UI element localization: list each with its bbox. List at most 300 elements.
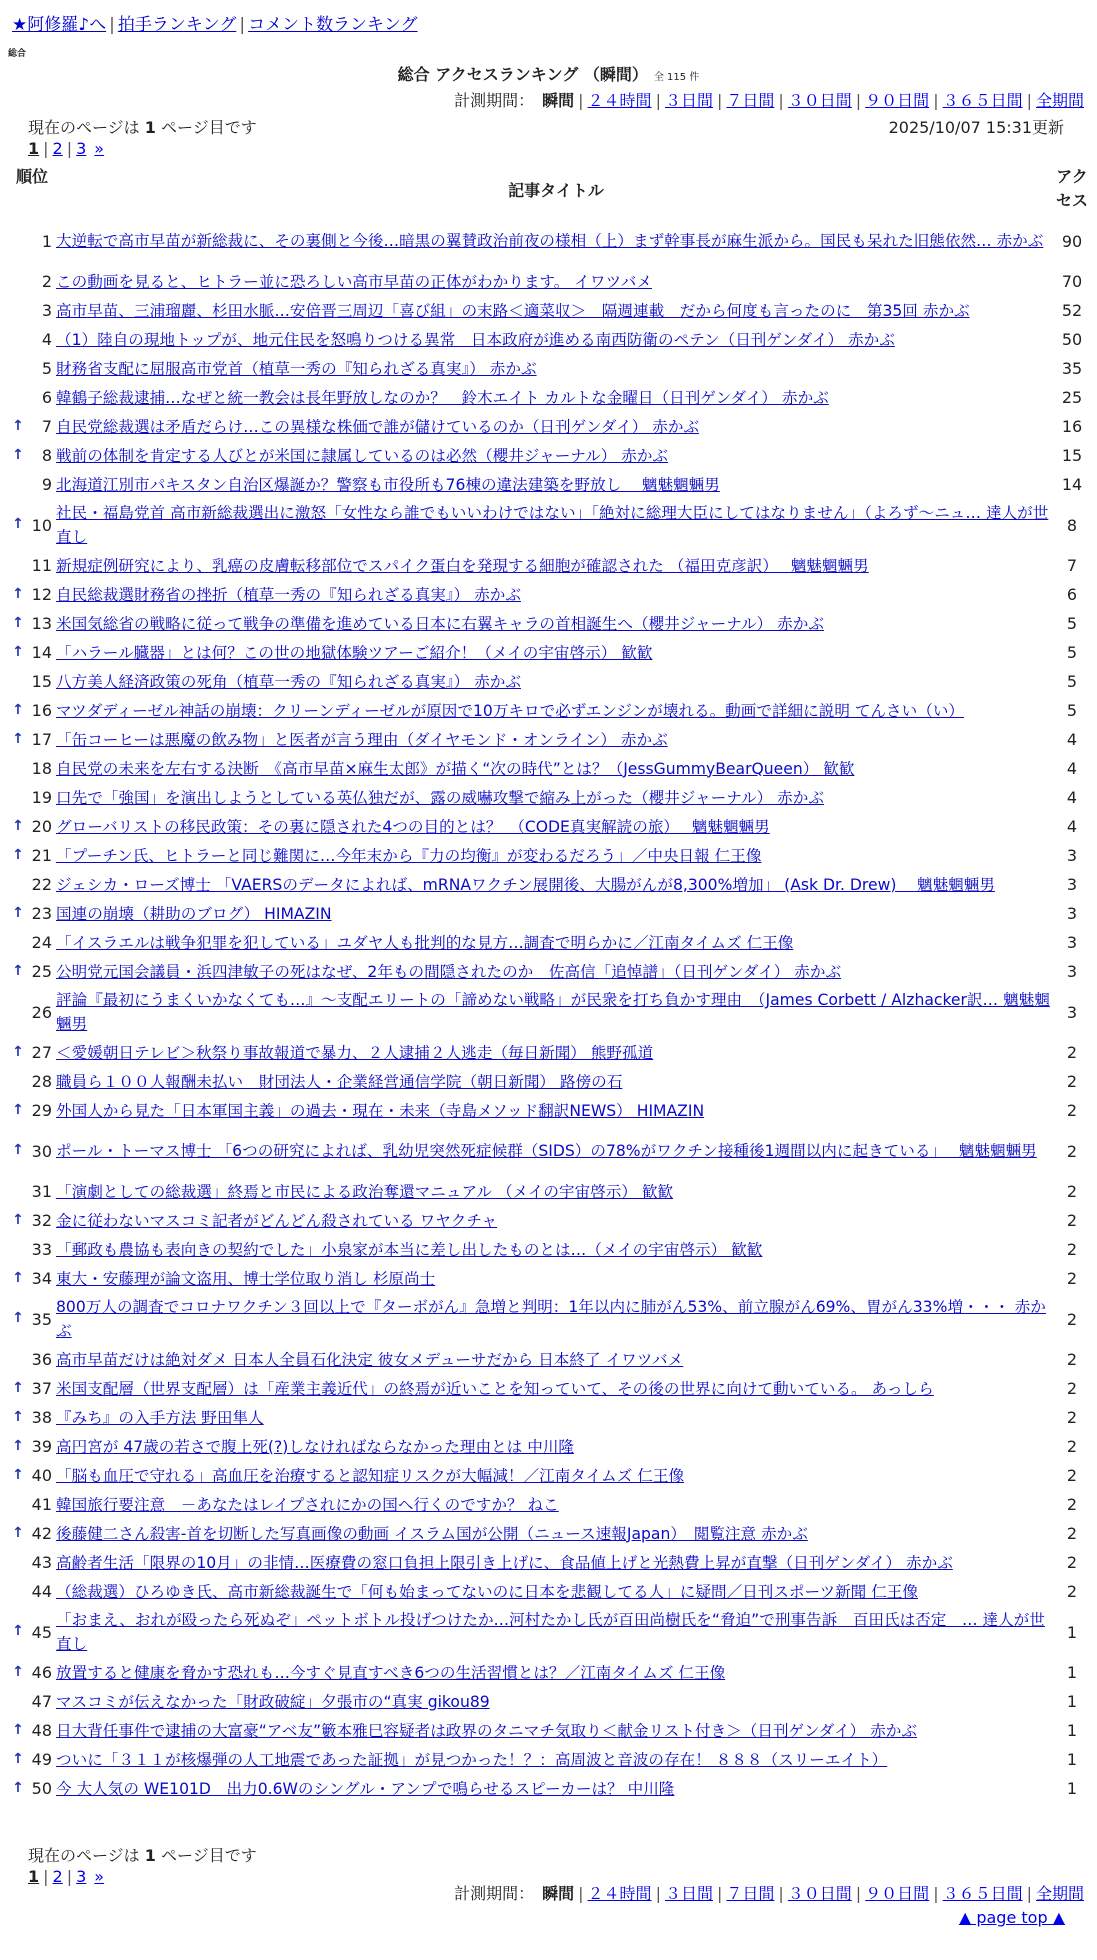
article-title-cell <box>56 501 1050 549</box>
table-row <box>0 1687 1097 1716</box>
rank-number: 28 <box>31 1072 52 1091</box>
article-title-link[interactable]: 日大背任事件で逮捕の大富豪“アベ友”籔本雅巳容疑者は政界のタニマチ気取り＜献金リスト付き＞（日刊ゲンダイ） 赤かぶ <box>56 1721 917 1740</box>
rank-up-arrow-icon: ↑ <box>12 1142 24 1158</box>
article-title-cell <box>56 757 1050 781</box>
rank-up-arrow-icon: ↑ <box>12 1043 24 1060</box>
access-count: 7 <box>1066 556 1078 575</box>
applause-ranking-link[interactable]: 拍手ランキング <box>117 15 237 35</box>
article-title-link[interactable]: マツダディーゼル神話の崩壊：クリーンディーゼルが原因で10万キロで必ずエンジンが壊れる。動画で詳細に説明 てんさい（い） <box>56 701 965 720</box>
article-title-cell <box>56 1493 1050 1517</box>
article-title-link[interactable]: 「おまえ、おれが殴ったら死ぬぞ」ペットボトル投げつけたか…河村たかし氏が百田尚樹氏を“脅迫”で刑事告訴 百田氏は否定 … 達人が世直し <box>56 1611 1045 1653</box>
access-count: 2 <box>1066 1495 1078 1514</box>
article-title-cell <box>56 1180 1050 1204</box>
rank-number: 36 <box>31 1350 52 1369</box>
article-title-link[interactable]: 自民党総裁選は矛盾だらけ…この異様な株価で誰が儲けているのか（日刊ゲンダイ） 赤かぶ <box>56 417 700 436</box>
article-title-cell <box>56 386 1050 410</box>
rank-up-arrow-icon: ↑ <box>12 1779 24 1796</box>
pager-page-2[interactable]: 2 <box>52 139 63 158</box>
access-count: 2 <box>1066 1240 1078 1259</box>
rank-number: 16 <box>31 701 52 720</box>
period-link-all[interactable]: 全期間 <box>1035 1884 1084 1903</box>
rank-number: 14 <box>31 643 52 662</box>
access-count: 15 <box>1061 446 1083 465</box>
pager-page-3[interactable]: 3 <box>76 1867 87 1886</box>
rank-number: 6 <box>41 388 52 407</box>
article-title-cell <box>56 1551 1050 1575</box>
title-column-header: 記事タイトル <box>508 181 604 200</box>
table-row <box>0 267 1097 296</box>
rank-number: 30 <box>31 1141 52 1161</box>
table-row <box>0 1177 1097 1206</box>
pager-next[interactable]: » <box>94 1867 105 1886</box>
rank-up-arrow-icon: ↑ <box>12 614 24 631</box>
period-link-3d[interactable]: ３日間 <box>664 1884 713 1903</box>
access-count: 2 <box>1066 1437 1078 1456</box>
current-page-number: 1 <box>144 1846 156 1865</box>
rank-number: 4 <box>41 330 52 349</box>
table-row <box>0 638 1097 667</box>
article-title-link[interactable]: ジェシカ・ローズ博士 「VAERSのデータによれば、mRNAワクチン展開後、大腸がんが8,300%増加」 (Ask Dr. Drew) 魑魅魍魎男 <box>56 875 995 894</box>
rank-number: 8 <box>41 446 52 465</box>
rank-up-arrow-icon: ↑ <box>12 1524 24 1541</box>
article-title-link[interactable]: 後藤健二さん殺害-首を切断した写真画像の動画 イスラム国が公開（ニュース速報Japan） 閲覧注意 赤かぶ <box>56 1524 808 1543</box>
rank-number: 50 <box>31 1779 52 1798</box>
table-row <box>0 1432 1097 1461</box>
article-title-cell <box>56 699 1050 723</box>
pager-bottom: 1 | 2 | 3 » <box>28 1867 105 1886</box>
article-title-cell <box>56 612 1050 636</box>
table-row <box>0 609 1097 638</box>
article-title-cell <box>56 1435 1050 1459</box>
article-title-link[interactable]: ポール・トーマス博士 「6つの研究によれば、乳幼児突然死症候群（SIDS）の78%がワクチン接種後1週間以内に起きている」 魑魅魍魎男 <box>56 1142 1037 1160</box>
article-title-link[interactable]: 新規症例研究により、乳癌の皮膚転移部位でスパイク蛋白を発現する細胞が確認された （福田克彦訳） 魑魅魍魎男 <box>56 556 869 575</box>
period-link-90d[interactable]: ９０日間 <box>865 91 930 110</box>
rank-up-arrow-icon: ↑ <box>12 516 24 532</box>
table-row <box>0 986 1097 1038</box>
period-label: 計測期間： <box>454 91 535 110</box>
table-row <box>0 783 1097 812</box>
access-count: 6 <box>1066 585 1078 604</box>
rank-number: 10 <box>31 515 52 535</box>
period-link-30d[interactable]: ３０日間 <box>787 91 852 110</box>
table-row <box>0 725 1097 754</box>
article-title-cell <box>56 1690 1050 1714</box>
rank-number: 44 <box>31 1582 52 1601</box>
table-row <box>0 1774 1097 1803</box>
top-nav <box>12 10 418 35</box>
rank-up-arrow-icon: ↑ <box>12 1408 24 1425</box>
rank-up-arrow-icon: ↑ <box>12 1623 24 1639</box>
article-title-link[interactable]: 北海道江別市パキスタン自治区爆誕か？警察も市役所も76棟の違法建築を野放し 魑魅魍魎男 <box>56 475 720 494</box>
rank-up-arrow-icon: ↑ <box>12 1310 24 1326</box>
access-count: 4 <box>1066 817 1078 836</box>
article-title-link[interactable]: 「ハラール臓器」とは何？この世の地獄体験ツアーご紹介！（メイの宇宙啓示） 歓歓 <box>56 643 653 662</box>
access-count: 1 <box>1066 1779 1078 1798</box>
article-title-cell <box>56 415 1050 439</box>
article-title-cell <box>56 270 1050 294</box>
rank-number: 12 <box>31 585 52 604</box>
rank-up-arrow-icon: ↑ <box>12 1379 24 1396</box>
rank-number: 11 <box>31 556 52 575</box>
period-current: 瞬間 <box>542 1884 575 1903</box>
period-link-90d[interactable]: ９０日間 <box>865 1884 930 1903</box>
access-count: 2 <box>1066 1582 1078 1601</box>
table-row <box>0 957 1097 986</box>
table-row <box>0 325 1097 354</box>
rank-number: 38 <box>31 1408 52 1427</box>
period-link-3d[interactable]: ３日間 <box>664 91 713 110</box>
access-count: 5 <box>1066 701 1078 720</box>
article-title-cell <box>56 1464 1050 1488</box>
rank-up-arrow-icon: ↑ <box>12 904 24 921</box>
rank-number: 15 <box>31 672 52 691</box>
access-count: 4 <box>1066 788 1078 807</box>
period-link-365d[interactable]: ３６５日間 <box>942 91 1023 110</box>
table-row <box>0 812 1097 841</box>
article-title-link[interactable]: 社民・福島党首 高市新総裁選出に激怒「女性なら誰でもいいわけではない」「絶対に総理大臣にしてはなりません」（よろず〜ニュ… 達人が世直し <box>56 504 1049 546</box>
access-count: 2 <box>1066 1269 1078 1288</box>
rank-number: 34 <box>31 1269 52 1288</box>
article-title-cell <box>56 1377 1050 1401</box>
article-title-link[interactable]: 800万人の調査でコロナワクチン３回以上で『ターボがん』急増と判明：1年以内に肺がん53%、前立腺がん69%、胃がん33%増・・・ 赤かぶ <box>56 1298 1046 1340</box>
table-row <box>0 1374 1097 1403</box>
article-title-cell <box>56 299 1050 323</box>
article-title-link[interactable]: 米国支配層（世界支配層）は「産業主義近代」の終焉が近いことを知っていて、その後の世界に向けて動いている。 あっしら <box>56 1379 934 1398</box>
article-title-link[interactable]: 公明党元国会議員・浜四津敏子の死はなぜ、2年もの間隠されたのか 佐高信「追悼譜」（日刊ゲンダイ） 赤かぶ <box>56 962 842 981</box>
rank-up-arrow-icon: ↑ <box>12 1721 24 1738</box>
table-row <box>0 470 1097 499</box>
access-count: 2 <box>1066 1141 1078 1161</box>
rank-number: 2 <box>41 272 52 291</box>
article-title-cell <box>56 1041 1050 1065</box>
article-title-link[interactable]: （総裁選）ひろゆき氏、高市新総裁誕生で「何も始まってないのに日本を悲観してる人」に疑問／日刊スポーツ新聞 仁王像 <box>56 1582 918 1601</box>
article-title-cell <box>56 444 1050 468</box>
access-count: 2 <box>1066 1182 1078 1201</box>
article-title-link[interactable]: 東大・安藤理が論文盗用、博士学位取り消し 杉原尚士 <box>56 1269 436 1288</box>
rank-up-arrow-icon: ↑ <box>12 817 24 834</box>
table-row <box>0 499 1097 551</box>
rank-number: 45 <box>31 1622 52 1642</box>
table-row <box>0 754 1097 783</box>
article-title-link[interactable]: 大逆転で高市早苗が新総裁に、その裏側と今後…暗黒の翼賛政治前夜の様相（上）まず幹事長が麻生派から。国民も呆れた旧態依然… 赤かぶ <box>56 232 1044 250</box>
page-info-bottom: 現在のページは 1 ページ目です <box>28 1846 257 1865</box>
article-title-link[interactable]: 米国気総省の戦略に従って戦争の準備を進めている日本に右翼キャラの首相誕生へ（櫻井ジャーナル） 赤かぶ <box>56 614 824 633</box>
article-title-link[interactable]: 「プーチン氏、ヒトラーと同じ難関に…今年末から『力の均衡』が変わるだろう」／中央日報 仁王像 <box>56 846 762 865</box>
access-count: 3 <box>1066 904 1078 923</box>
article-title-link[interactable]: 財務省支配に屈服高市党首（植草一秀の『知られざる真実』） 赤かぶ <box>56 359 537 378</box>
access-count: 2 <box>1066 1350 1078 1369</box>
table-row <box>0 1235 1097 1264</box>
access-count: 1 <box>1066 1622 1078 1642</box>
period-selector-bottom: 計測期間： 瞬間 | ２４時間 | ３日間 | ７日間 | ３０日間 | ９０日間 | ３６５日間 | 全期間 <box>454 1884 1084 1903</box>
pager-top: 1 | 2 | 3 » <box>28 139 105 158</box>
article-title-cell <box>56 1661 1050 1685</box>
current-page-number: 1 <box>144 118 156 137</box>
table-row <box>0 296 1097 325</box>
rank-number: 42 <box>31 1524 52 1543</box>
table-row <box>0 1096 1097 1125</box>
table-row <box>0 1125 1097 1177</box>
article-title-cell <box>56 670 1050 694</box>
pager-page-2[interactable]: 2 <box>52 1867 63 1886</box>
access-count: 2 <box>1066 1466 1078 1485</box>
access-count: 3 <box>1066 875 1078 894</box>
article-title-cell <box>56 931 1050 955</box>
article-title-link[interactable]: 金に従わないマスコミ記者がどんどん殺されている ワヤクチャ <box>56 1211 498 1230</box>
table-row <box>0 580 1097 609</box>
table-row <box>0 928 1097 957</box>
period-link-365d[interactable]: ３６５日間 <box>942 1884 1023 1903</box>
table-row <box>0 1490 1097 1519</box>
article-title-cell <box>56 1406 1050 1430</box>
page-info-top: 現在のページは 1 ページ目です <box>28 118 257 137</box>
rank-number: 29 <box>31 1101 52 1120</box>
article-title-link[interactable]: ついに「３１１が核爆弾の人工地震であった証拠」が見つかった！？：高周波と音波の存在！ ８８８（スリーエイト） <box>56 1750 888 1769</box>
table-row <box>0 1716 1097 1745</box>
rank-number: 23 <box>31 904 52 923</box>
period-link-7d[interactable]: ７日間 <box>726 91 775 110</box>
article-title-cell <box>56 786 1050 810</box>
article-title-link[interactable]: 自民総裁選財務省の挫折（植草一秀の『知られざる真実』） 赤かぶ <box>56 585 521 604</box>
pager-page-1[interactable]: 1 <box>28 1867 40 1886</box>
rank-number: 5 <box>41 359 52 378</box>
article-title-link[interactable]: 高市早苗、三浦瑠麗、杉田水脈…安倍晋三周辺「喜び組」の末路＜適菜収＞ 隔週連載 だから何度も言ったのに 第35回 赤かぶ <box>56 301 970 320</box>
rank-up-arrow-icon: ↑ <box>12 446 24 463</box>
access-count: 2 <box>1066 1379 1078 1398</box>
table-row <box>0 1293 1097 1345</box>
article-title-link[interactable]: 「脳も血圧で守れる」高血圧を治療すると認知症リスクが大幅減！／江南タイムズ 仁王像 <box>56 1466 685 1485</box>
rank-number: 32 <box>31 1211 52 1230</box>
rank-up-arrow-icon: ↑ <box>12 1269 24 1286</box>
article-title-link[interactable]: 高齢者生活「限界の10月」の非情…医療費の窓口負担上限引き上げに、食品値上げと光熱費上昇が直撃（日刊ゲンダイ） 赤かぶ <box>56 1553 953 1572</box>
rank-up-arrow-icon: ↑ <box>12 585 24 602</box>
nav-separator: | <box>109 15 115 35</box>
article-title-link[interactable]: この動画を見ると、ヒトラー並に恐ろしい高市早苗の正体がわかります。 イワツバメ <box>56 272 652 291</box>
access-count: 5 <box>1066 672 1078 691</box>
access-count: 1 <box>1066 1721 1078 1740</box>
article-title-link[interactable]: （1）陸自の現地トップが、地元住民を怒鳴りつける異常 日本政府が進める南西防衛のペテン（日刊ゲンダイ） 赤かぶ <box>56 330 895 349</box>
period-link-all[interactable]: 全期間 <box>1035 91 1084 110</box>
rank-number: 43 <box>31 1553 52 1572</box>
home-link[interactable]: ★阿修羅♪へ <box>12 15 107 35</box>
article-title-cell <box>56 988 1050 1036</box>
access-column-header: アクセス <box>1055 167 1088 210</box>
article-title-cell <box>56 1777 1050 1801</box>
article-title-link[interactable]: 「郵政も農協も表向きの契約でした」小泉家が本当に差し出したものとは…（メイの宇宙啓示） 歓歓 <box>56 1240 763 1259</box>
access-count: 16 <box>1061 417 1083 436</box>
article-title-link[interactable]: 評論『最初にうまくいかなくても…』～支配エリートの「諦めない戦略」が民衆を打ち負かす理由 （James Corbett / Alzhacker訳… 魑魅魍魎男 <box>56 991 1050 1033</box>
ranking-table <box>0 215 1097 1803</box>
article-title-cell <box>56 1099 1050 1123</box>
pager-page-3[interactable]: 3 <box>76 139 87 158</box>
rank-number: 21 <box>31 846 52 865</box>
access-count: 2 <box>1066 1553 1078 1572</box>
table-row <box>0 1038 1097 1067</box>
rank-number: 7 <box>41 417 52 436</box>
rank-up-arrow-icon: ↑ <box>12 417 24 434</box>
rank-number: 48 <box>31 1721 52 1740</box>
page-top-link[interactable]: ▲ page top ▲ <box>958 1908 1065 1927</box>
article-title-cell <box>56 1348 1050 1372</box>
access-count: 35 <box>1061 359 1083 378</box>
table-row <box>0 551 1097 580</box>
nav-separator: | <box>239 15 246 35</box>
rank-up-arrow-icon: ↑ <box>12 730 24 747</box>
access-count: 2 <box>1066 1524 1078 1543</box>
table-row <box>0 441 1097 470</box>
access-count: 1 <box>1066 1750 1078 1769</box>
period-link-24h[interactable]: ２４時間 <box>587 1884 652 1903</box>
rank-number: 3 <box>41 301 52 320</box>
article-title-cell <box>56 902 1050 926</box>
table-row <box>0 1403 1097 1432</box>
article-title-link[interactable]: 『みち』の入手方法 野田隼人 <box>56 1408 264 1427</box>
access-count: 3 <box>1066 962 1078 981</box>
article-title-link[interactable]: 自民党の未来を左右する決断 《高市早苗×麻生太郎》が描く“次の時代”とは？（JessGummyBearQueen） 歓歓 <box>56 759 855 778</box>
article-title-cell <box>56 1719 1050 1743</box>
rank-number: 20 <box>31 817 52 836</box>
article-title-cell <box>56 873 1050 897</box>
table-row <box>0 1745 1097 1774</box>
article-title-cell <box>56 1522 1050 1546</box>
article-title-link[interactable]: 高円宮が 47歳の若さで腹上死(?)しなければならなかった理由とは 中川隆 <box>56 1437 575 1456</box>
article-title-cell <box>56 328 1050 352</box>
article-title-link[interactable]: 国連の崩壊（耕助のブログ） HIMAZIN <box>56 904 332 923</box>
table-row <box>0 215 1097 267</box>
rank-number: 18 <box>31 759 52 778</box>
rank-number: 33 <box>31 1240 52 1259</box>
table-row <box>0 667 1097 696</box>
article-title-cell <box>56 641 1050 665</box>
period-link-24h[interactable]: ２４時間 <box>587 91 652 110</box>
article-title-cell <box>56 1070 1050 1094</box>
period-selector-top: 計測期間： 瞬間 | ２４時間 | ３日間 | ７日間 | ３０日間 | ９０日間 | ３６５日間 | 全期間 <box>454 91 1084 110</box>
article-title-cell <box>56 1748 1050 1772</box>
rank-number: 24 <box>31 933 52 952</box>
table-row <box>0 1461 1097 1490</box>
access-count: 4 <box>1066 730 1078 749</box>
article-title-cell <box>56 1295 1050 1343</box>
article-title-link[interactable]: グローバリストの移民政策：その裏に隠された4つの目的とは？ （CODE真実解読の旅） 魑魅魍魎男 <box>56 817 770 836</box>
period-link-7d[interactable]: ７日間 <box>726 1884 775 1903</box>
table-row <box>0 696 1097 725</box>
article-title-cell <box>56 1580 1050 1604</box>
ranking-heading <box>0 62 1097 85</box>
table-row <box>0 870 1097 899</box>
rank-up-arrow-icon: ↑ <box>12 1101 24 1118</box>
rank-column-header: 順位 <box>15 167 48 186</box>
ranking-title: 総合 アクセスランキング （瞬間） <box>397 65 648 84</box>
access-count: 3 <box>1066 846 1078 865</box>
article-title-cell <box>56 728 1050 752</box>
pager-page-1[interactable]: 1 <box>28 139 40 158</box>
period-label: 計測期間： <box>454 1884 535 1903</box>
rank-up-arrow-icon: ↑ <box>12 1211 24 1228</box>
article-title-link[interactable]: 戦前の体制を肯定する人びとが米国に隷属しているのは必然（櫻井ジャーナル） 赤かぶ <box>56 446 669 465</box>
access-count: 90 <box>1061 231 1083 251</box>
total-count: 全 115 件 <box>653 72 700 83</box>
article-title-cell <box>56 1238 1050 1262</box>
article-title-link[interactable]: 八方美人経済政策の死角（植草一秀の『知られざる真実』） 赤かぶ <box>56 672 521 691</box>
article-title-cell <box>56 554 1050 578</box>
article-title-link[interactable]: 今 大人気の WE101D 出力0.6Wのシングル・アンプで鳴らせるスピーカーは？ 中川隆 <box>56 1779 675 1798</box>
period-current: 瞬間 <box>542 91 575 110</box>
article-title-link[interactable]: マスコミが伝えなかった「財政破綻」夕張市の“真実 gikou89 <box>56 1692 490 1711</box>
rank-number: 19 <box>31 788 52 807</box>
table-row <box>0 412 1097 441</box>
table-row <box>0 1519 1097 1548</box>
article-title-cell <box>56 1209 1050 1233</box>
article-title-cell <box>56 473 1050 497</box>
table-row <box>0 1658 1097 1687</box>
table-row <box>0 383 1097 412</box>
table-row <box>0 1264 1097 1293</box>
article-title-cell <box>56 844 1050 868</box>
access-count: 70 <box>1061 272 1083 291</box>
rank-number: 22 <box>31 875 52 894</box>
period-link-30d[interactable]: ３０日間 <box>787 1884 852 1903</box>
rank-number: 26 <box>31 1002 52 1022</box>
access-count: 2 <box>1066 1072 1078 1091</box>
article-title-link[interactable]: 外国人から見た「日本軍国主義」の過去・現在・未来（寺島メソッド翻訳NEWS） HIMAZIN <box>56 1101 705 1120</box>
table-row <box>0 1577 1097 1606</box>
access-count: 14 <box>1061 475 1083 494</box>
article-title-link[interactable]: 職員ら１００人報酬未払い 財団法人・企業経営通信学院（朝日新聞） 路傍の石 <box>56 1072 623 1091</box>
rank-number: 9 <box>41 475 52 494</box>
access-count: 8 <box>1066 515 1078 535</box>
table-row <box>0 354 1097 383</box>
table-row <box>0 1067 1097 1096</box>
rank-number: 39 <box>31 1437 52 1456</box>
article-title-link[interactable]: 「缶コーヒーは悪魔の飲み物」と医者が言う理由（ダイヤモンド・オンライン） 赤かぶ <box>56 730 668 749</box>
rank-up-arrow-icon: ↑ <box>12 1750 24 1767</box>
access-count: 1 <box>1066 1663 1078 1682</box>
access-count: 50 <box>1061 330 1083 349</box>
article-title-cell <box>56 229 1050 253</box>
article-title-link[interactable]: 韓国旅行要注意 －あなたはレイプされにかの国へ行くのですか？ ねこ <box>56 1495 559 1514</box>
rank-up-arrow-icon: ↑ <box>12 1466 24 1483</box>
rank-up-arrow-icon: ↑ <box>12 1663 24 1680</box>
access-count: 3 <box>1066 933 1078 952</box>
updated-timestamp: 2025/10/07 15:31更新 <box>888 118 1064 137</box>
rank-number: 13 <box>31 614 52 633</box>
article-title-link[interactable]: ＜愛媛朝日テレビ＞秋祭り事故報道で暴力、２人逮捕２人逃走（毎日新聞） 熊野孤道 <box>56 1043 654 1062</box>
article-title-link[interactable]: 「イスラエルは戦争犯罪を犯している」ユダヤ人も批判的な見方…調査で明らかに／江南タイムズ 仁王像 <box>56 933 794 952</box>
article-title-link[interactable]: 韓鶴子総裁逮捕…なぜと統一教会は長年野放しなのか？ 鈴木エイト カルトな金曜日（日刊ゲンダイ） 赤かぶ <box>56 388 829 407</box>
rank-up-arrow-icon: ↑ <box>12 962 24 979</box>
table-row <box>0 1345 1097 1374</box>
access-count: 52 <box>1061 301 1083 320</box>
comment-ranking-link[interactable]: コメント数ランキング <box>248 15 418 35</box>
article-title-link[interactable]: 口先で「強国」を演出しようとしている英仏独だが、露の威嚇攻撃で縮み上がった（櫻井ジャーナル） 赤かぶ <box>56 788 824 807</box>
category-label: 総合 <box>8 49 27 59</box>
rank-up-arrow-icon: ↑ <box>12 1437 24 1454</box>
table-row <box>0 899 1097 928</box>
article-title-link[interactable]: 高市早苗だけは絶対ダメ 日本人全員石化決定 彼女メデューサだから 日本終了 イワツバメ <box>56 1350 684 1369</box>
rank-number: 35 <box>31 1309 52 1329</box>
rank-number: 47 <box>31 1692 52 1711</box>
rank-number: 49 <box>31 1750 52 1769</box>
pager-next[interactable]: » <box>94 139 105 158</box>
access-count: 2 <box>1066 1309 1078 1329</box>
article-title-link[interactable]: 放置すると健康を脅かす恐れも…今すぐ見直すべき6つの生活習慣とは？／江南タイムズ 仁王像 <box>56 1663 726 1682</box>
rank-up-arrow-icon: ↑ <box>12 701 24 718</box>
rank-number: 40 <box>31 1466 52 1485</box>
access-count: 5 <box>1066 643 1078 662</box>
rank-number: 37 <box>31 1379 52 1398</box>
rank-number: 1 <box>41 231 52 251</box>
article-title-link[interactable]: 「演劇としての総裁選」終焉と市民による政治奪還マニュアル （メイの宇宙啓示） 歓歓 <box>56 1182 674 1201</box>
